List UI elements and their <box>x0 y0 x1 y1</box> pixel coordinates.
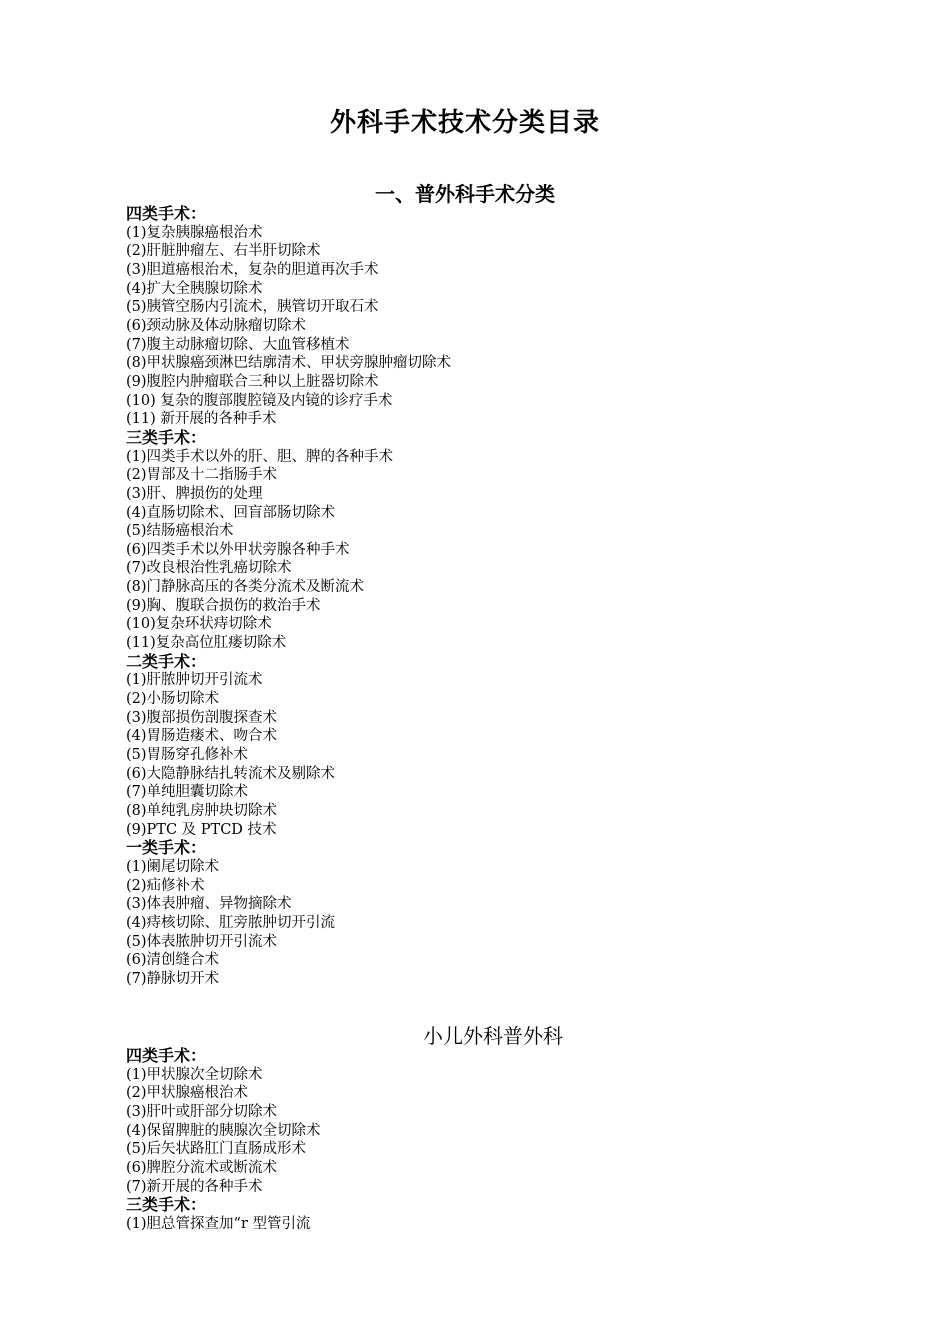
list-item: (10) 复杂的腹部腹腔镜及内镜的诊疗手术 <box>126 392 393 409</box>
list-item: (6)颈动脉及体动脉瘤切除术 <box>126 317 307 334</box>
list-item: (6)大隐静脉结扎转流术及剔除术 <box>126 765 336 782</box>
list-item: (5)后矢状路肛门直肠成形术 <box>126 1141 307 1158</box>
list-item: (4)痔核切除、肛旁脓肿切开引流 <box>126 914 336 931</box>
list-item: (4)直肠切除术、回盲部肠切除术 <box>126 504 336 521</box>
category-label: 二类手术： <box>126 651 207 671</box>
list-item: (3)腹部损伤剖腹探查术 <box>126 709 278 726</box>
list-item: (7)单纯胆囊切除术 <box>126 784 249 801</box>
list-item: (2)甲状腺癌根治术 <box>126 1085 249 1102</box>
list-item: (2)肝脏肿瘤左、右半肝切除术 <box>126 243 321 260</box>
list-item: (1)四类手术以外的肝、胆、脾的各种手术 <box>126 448 394 465</box>
list-item: (3)肝、脾损伤的处理 <box>126 485 263 502</box>
list-item: (6)脾腔分流术或断流术 <box>126 1159 278 1176</box>
list-item: (8)甲状腺癌颈淋巴结廓清术、甲状旁腺肿瘤切除术 <box>126 355 452 372</box>
list-item: (5)胰管空肠内引流术，胰管切开取石术 <box>126 299 379 316</box>
list-item: (8)门静脉高压的各类分流术及断流术 <box>126 579 365 596</box>
list-item: (1)复杂胰腺癌根治术 <box>126 224 263 241</box>
list-item: (8)单纯乳房肿块切除术 <box>126 803 278 819</box>
list-item: (10)复杂环状痔切除术 <box>126 616 272 633</box>
category-label: 四类手术： <box>126 204 207 223</box>
list-item: (9)腹腔内肿瘤联合三种以上脏器切除术 <box>126 373 379 390</box>
list-item: (3)胆道癌根治术，复杂的胆道再次手术 <box>126 261 379 278</box>
category-label: 三类手术： <box>126 1195 207 1215</box>
list-item: (7)新开展的各种手术 <box>126 1178 263 1195</box>
list-item: (4)扩大全胰腺切除术 <box>126 280 263 297</box>
list-item: (5)胃肠穿孔修补术 <box>126 747 249 764</box>
section-heading-pediatric-surgery: 小儿外科普外科 <box>423 1024 563 1048</box>
list-item: (1)胆总管探查加“r 型管引流 <box>126 1215 311 1232</box>
list-item: (3)肝叶或肝部分切除术 <box>126 1103 278 1120</box>
list-item: (7)改良根治性乳癌切除术 <box>126 560 292 577</box>
category-label: 三类手术： <box>126 427 207 447</box>
list-item: (2)胃部及十二指肠手术 <box>126 467 278 484</box>
list-item: (3)体表肿瘤、异物摘除术 <box>126 896 292 913</box>
list-item: (4)保留脾脏的胰腺次全切除术 <box>126 1122 321 1139</box>
list-item: (1)甲状腺次全切除术 <box>126 1066 263 1083</box>
list-item: (1)阑尾切除术 <box>126 858 220 875</box>
list-item: (6)清创缝合术 <box>126 952 220 969</box>
list-item: (2)小肠切除术 <box>126 691 220 708</box>
section-heading-general-surgery: 一、普外科手术分类 <box>375 182 555 206</box>
list-item: (2)疝修补术 <box>126 877 205 894</box>
list-item: (9)PTC 及 PTCD 技术 <box>126 821 277 838</box>
category-label: 一类手术： <box>126 838 207 858</box>
list-item: (9)胸、腹联合损伤的救治手术 <box>126 597 321 614</box>
list-item: (5)体表脓肿切开引流术 <box>126 933 278 950</box>
section-pediatric-surgery <box>126 1047 321 1234</box>
list-item: (4)胃肠造瘘术、吻合术 <box>126 728 278 745</box>
list-item: (5)结肠癌根治术 <box>126 523 234 540</box>
list-item: (11) 新开展的各种手术 <box>126 411 277 428</box>
section-general-surgery <box>126 205 451 989</box>
list-item: (7)静脉切开术 <box>126 970 220 987</box>
category-label: 四类手术： <box>126 1046 207 1065</box>
document-title: 外科手术技术分类目录 <box>329 108 600 138</box>
list-item: (6)四类手术以外甲状旁腺各种手术 <box>126 541 350 558</box>
list-item: (11)复杂高位肛瘘切除术 <box>126 635 287 652</box>
list-item: (1)肝脓肿切开引流术 <box>126 672 263 689</box>
list-item: (7)腹主动脉瘤切除、大血管移植术 <box>126 336 350 353</box>
